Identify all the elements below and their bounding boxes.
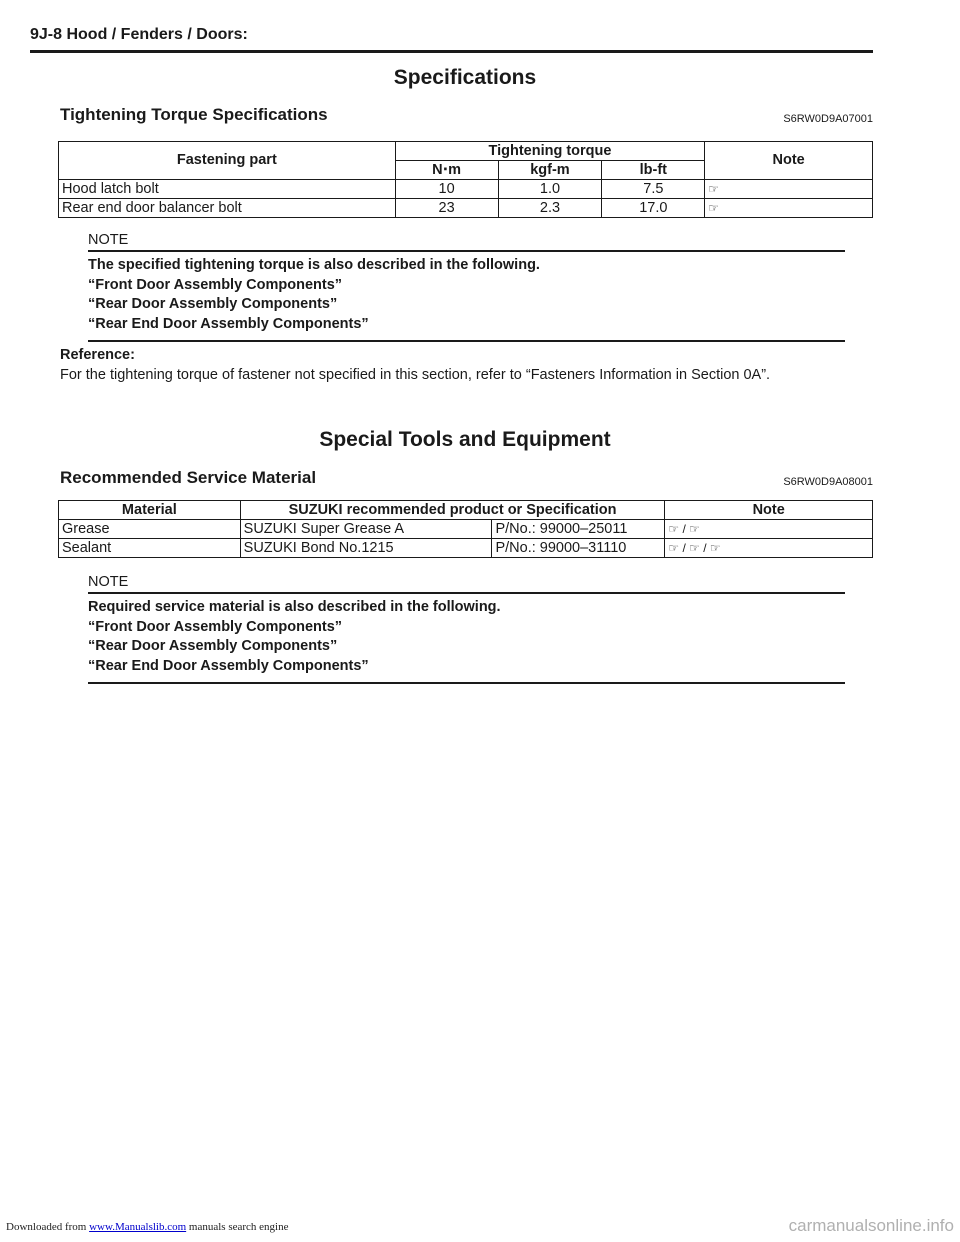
note-line: “Rear End Door Assembly Components” xyxy=(88,315,369,332)
col-material: Material xyxy=(59,501,241,520)
col-fastening-part: Fastening part xyxy=(59,142,396,180)
special-tools-title: Special Tools and Equipment xyxy=(319,428,611,451)
note-body xyxy=(88,594,845,682)
cell-material: Grease xyxy=(59,520,241,539)
pointing-hand-icon[interactable]: ☞ xyxy=(705,180,873,199)
specifications-title: Specifications xyxy=(393,66,537,89)
material-table-header-row xyxy=(59,501,873,520)
table-row xyxy=(59,520,873,539)
footer-prefix: Downloaded from xyxy=(6,1221,90,1233)
note-line: “Front Door Assembly Components” xyxy=(88,276,343,293)
material-heading-row xyxy=(60,466,873,488)
footer-suffix: manuals search engine xyxy=(186,1221,289,1233)
cell-material: Sealant xyxy=(59,539,241,558)
torque-heading-row xyxy=(60,103,873,125)
cell-part-no: P/No.: 99000–31110 xyxy=(492,539,665,558)
note-line: “Rear End Door Assembly Components” xyxy=(88,657,369,674)
reference-block xyxy=(60,346,873,385)
note-rule-bottom xyxy=(88,340,845,342)
cell-nm: 23 xyxy=(395,199,498,218)
note-line: “Rear Door Assembly Components” xyxy=(88,296,338,312)
pointing-hand-icon[interactable]: ☞ / ☞ / ☞ xyxy=(665,539,873,558)
table-row xyxy=(59,180,873,199)
cell-lbft: 7.5 xyxy=(602,180,705,199)
col-product: SUZUKI recommended product or Specification xyxy=(240,501,665,520)
note-line: “Front Door Assembly Components” xyxy=(88,618,343,635)
torque-heading: Tightening Torque Specifications xyxy=(60,105,328,124)
pointing-hand-icon[interactable]: ☞ xyxy=(705,199,873,218)
torque-note xyxy=(88,231,845,342)
col-kgfm: kgf-m xyxy=(498,161,602,180)
torque-table xyxy=(58,141,873,218)
note-title: NOTE xyxy=(88,232,129,248)
cell-kgfm: 1.0 xyxy=(498,180,602,199)
note-line: “Rear Door Assembly Components” xyxy=(88,638,338,654)
table-row xyxy=(59,199,873,218)
material-table xyxy=(58,500,873,558)
note-rule-bottom xyxy=(88,682,845,684)
cell-nm: 10 xyxy=(395,180,498,199)
material-heading: Recommended Service Material xyxy=(60,468,317,487)
header-rule xyxy=(30,50,873,53)
note-line: The specified tightening torque is also described in the following. xyxy=(88,257,540,273)
manualslib-link[interactable]: www.Manualslib.com xyxy=(89,1221,187,1233)
note-body xyxy=(88,252,845,340)
material-section-code: S6RW0D9A08001 xyxy=(783,476,873,488)
watermark: carmanualsonline.info xyxy=(788,1216,954,1235)
col-note: Note xyxy=(705,142,873,180)
reference-title: Reference: xyxy=(60,347,135,363)
cell-product: SUZUKI Super Grease A xyxy=(240,520,492,539)
note-title: NOTE xyxy=(88,574,129,590)
material-note xyxy=(88,573,845,684)
torque-section-code: S6RW0D9A07001 xyxy=(783,113,873,125)
cell-lbft: 17.0 xyxy=(602,199,705,218)
page-header: 9J-8 Hood / Fenders / Doors: xyxy=(30,26,248,43)
reference-text: For the tightening torque of fastener not specified in this section, refer to “Fasteners Information in Section 0A”. xyxy=(60,366,771,383)
cell-product: SUZUKI Bond No.1215 xyxy=(240,539,492,558)
col-note: Note xyxy=(665,501,873,520)
torque-table-header-row xyxy=(59,142,873,161)
cell-part: Rear end door balancer bolt xyxy=(59,199,396,218)
col-tightening-torque: Tightening torque xyxy=(395,142,705,161)
col-nm: N⋅m xyxy=(395,161,498,180)
cell-part: Hood latch bolt xyxy=(59,180,396,199)
table-row xyxy=(59,539,873,558)
pointing-hand-icon[interactable]: ☞ / ☞ xyxy=(665,520,873,539)
note-line: Required service material is also described in the following. xyxy=(88,599,501,615)
cell-kgfm: 2.3 xyxy=(498,199,602,218)
footer xyxy=(6,1221,288,1233)
col-lbft: lb-ft xyxy=(602,161,705,180)
cell-part-no: P/No.: 99000–25011 xyxy=(492,520,665,539)
